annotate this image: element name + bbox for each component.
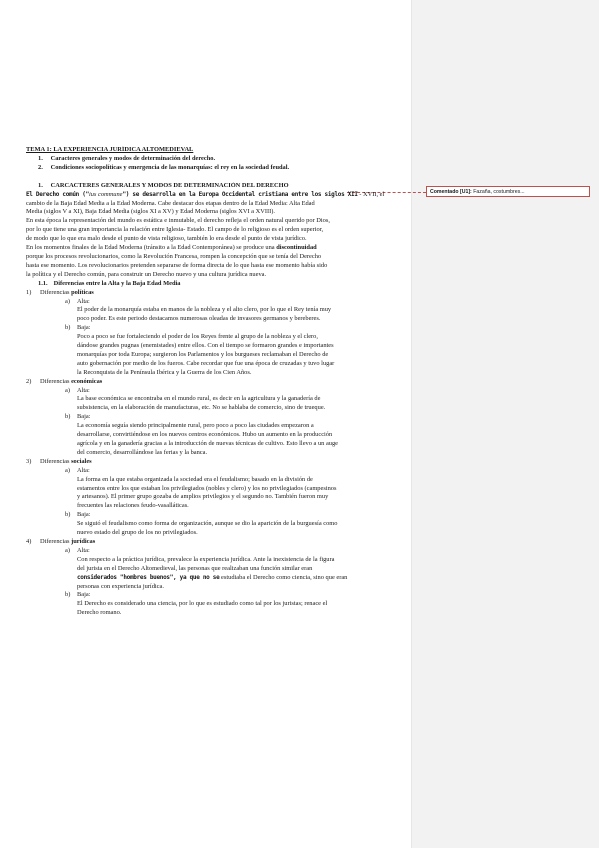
intro-line: la política y el Derecho común, para construir un Derecho nuevo y una cultura jurídica nueva. <box>26 270 267 278</box>
subitem-letter: a) <box>65 386 70 394</box>
section-heading: 1. CARCACTERES GENERALES Y MODOS DE DETERMINACIÓN DEL DERECHO <box>38 181 289 189</box>
difference-subitem-heading <box>26 591 407 600</box>
group-label-bold: económicas <box>71 377 103 385</box>
toc-text: Condiciones sociopolíticas y emergencia de las monarquías: el rey en la sociedad feudal. <box>50 163 290 171</box>
difference-subitem-heading <box>26 387 407 396</box>
paragraph-line: El Derecho es considerado una ciencia, por lo que es estudiado como tal por los juristas; renace el <box>77 600 328 608</box>
subitem-name: Baja: <box>77 511 91 519</box>
difference-subitem-heading <box>26 467 407 476</box>
document-title: TEMA 1: LA EXPERIENCIA JURÍDICA ALTOMEDIEVAL <box>26 146 194 153</box>
document-body <box>26 146 407 618</box>
paragraph-line: del jurista en el Derecho Altomedieval, las personas que realizaban una función similar eran <box>77 564 313 572</box>
intro-line: Media (siglos V a XI), Baja Edad Media (siglos XI a XV) y Edad Moderna (siglos XVI a XVIII). <box>26 208 275 216</box>
paragraph-line: la Reconquista de la Península Ibérica y la Guerra de los Cien Años. <box>77 368 252 376</box>
group-label: Diferencias <box>40 288 72 296</box>
difference-group-heading <box>26 378 407 387</box>
paragraph-line: La forma en la que estaba organizada la sociedad era el feudalismo; basado en la división de <box>77 475 313 483</box>
difference-subitem-heading <box>26 324 407 333</box>
paragraph-line: Poco a poco se fue fortaleciendo el poder de los Reyes frente al grupo de la nobleza y el clero, <box>77 333 318 341</box>
paragraph-line: frecuentes las relaciones feudo-vasalláticas. <box>77 502 189 510</box>
differences-list <box>26 289 407 619</box>
paragraph-line: El poder de la monarquía estaba en manos de la nobleza y el alto clero, por lo que el Rey tenía muy <box>77 306 332 314</box>
paragraph-line: La economía seguía siendo principalmente rural, pero poco a poco las ciudades empezaron a <box>77 422 314 430</box>
paragraph-line: Se siguió el feudalismo como forma de organización, aunque se dio la aparición de la burguesía como <box>77 520 338 528</box>
paragraph-line: agrícola y en la ganadería gracias a la introducción de nuevas técnicas de cultivo. Esto llevo a un auge <box>77 440 339 447</box>
toc-text: Caracteres generales y modos de determinación del derecho. <box>50 154 216 162</box>
paragraph-line: subsistencia, en la elaboración de manufacturas, etc. No se hablaba de comercio, sino de trueque. <box>77 404 326 412</box>
group-label-bold: jurídicas <box>71 537 96 545</box>
intro-line: En esta época la representación del mundo es estática e inmutable, el derecho refleja el orden natural querido por Dios, <box>26 217 330 225</box>
paragraph-line: del comercio, desarrollándose las ferias y la banca. <box>77 448 208 456</box>
subitem-letter: a) <box>65 297 70 305</box>
intro-line: por lo que tiene una gran importancia la relación entre Iglesia- Estado. El campo de lo religioso es el orden superior, <box>26 226 324 234</box>
group-label-bold: sociales <box>71 457 92 465</box>
difference-subitem-heading <box>26 547 407 556</box>
comment-text: Fazaña, costumbres... <box>473 189 525 195</box>
paragraph-line: poco poder. Es este periodo destacamos numerosas oleadas de invasores germanos y bereberes. <box>77 315 321 323</box>
group-label: Diferencias <box>40 457 72 465</box>
paragraph-line: y artesanos). El primer grupo gozaba de amplios privilegios y el segundo no. También fueron muy <box>77 493 329 501</box>
subitem-name: Alta: <box>77 546 90 554</box>
paragraph-line: Con respecto a la práctica jurídica, prevalece la experiencia jurídica. Ante la inexistencia de la figura <box>77 555 335 563</box>
difference-group-heading <box>26 458 407 467</box>
intro-line: hasta ese momento. Los revolucionarios pretenden separarse de forma directa de lo que hasta ese momento había sido <box>26 261 328 269</box>
subitem-name: Baja: <box>77 324 91 332</box>
paragraph-line: Derecho romano. <box>77 609 122 617</box>
subitem-letter: b) <box>65 591 71 599</box>
subitem-letter: b) <box>65 413 71 421</box>
subitem-letter: a) <box>65 466 70 474</box>
comment-margin-panel <box>411 0 599 848</box>
group-number: 4) <box>26 537 32 545</box>
group-label: Diferencias <box>40 377 72 385</box>
comment-balloon[interactable] <box>426 186 590 197</box>
difference-group-heading <box>26 289 407 298</box>
group-number: 1) <box>26 288 32 296</box>
intro-line: de modo que lo que era malo desde el punto de vista religioso, también lo era desde el punto de vista jurídico. <box>26 235 307 243</box>
paragraph-line: auto gobernación por medio de los fueros. Cabe recordar que fue una época de cruzadas y tuvo lugar <box>77 359 335 367</box>
subitem-letter: b) <box>65 324 71 332</box>
subitem-letter: b) <box>65 511 71 519</box>
subitem-name: Alta: <box>77 466 90 474</box>
subitem-letter: a) <box>65 546 70 554</box>
group-label: Diferencias <box>40 537 72 545</box>
paragraph-line: estamentos entre los que estaban los privilegiados (nobles y clero) y los no privilegiados (campesinos <box>77 484 337 492</box>
subitem-name: Baja: <box>77 591 91 599</box>
intro-line: El Derecho común ("ius commune") se desarrolla en la Europa Occidental cristiana entre los siglos XII - XVII, el <box>26 190 385 198</box>
toc-item <box>26 155 407 164</box>
subitem-name: Alta: <box>77 297 90 305</box>
paragraph-line: La base económica se encontraba en el mundo rural, es decir en la agricultura y la ganadería de <box>77 395 321 403</box>
margin-divider <box>411 0 412 848</box>
intro-line: cambio de la Baja Edad Media a la Edad Moderna. Cabe destacar dos etapas dentro de la Edad Media: Alta Edad <box>26 199 315 207</box>
subitem-name: Baja: <box>77 413 91 421</box>
paragraph-line: personas con experiencia jurídica. <box>77 582 164 590</box>
paragraph-line: dándose grandes pugnas (enemistades) entre ellos. Con el tiempo se formaron grandes e importantes <box>77 342 334 350</box>
difference-subitem-heading <box>26 413 407 422</box>
intro-line: porque los procesos revolucionarios, como la Revolución Francesa, rompen la concepción que se tenía del Derecho <box>26 252 322 260</box>
intro-line: En los momentos finales de la Edad Moderna (tránsito a la Edad Contemporánea) se produce una discontinuidad <box>26 244 317 252</box>
paragraph-line: nuevo estado del grupo de los no privilegiados. <box>77 529 198 537</box>
toc-number: 2. <box>38 163 43 171</box>
comment-author: Comentado [U1]: <box>430 189 472 195</box>
paragraph-line: desarrollarse, convirtiéndose en los nuevos centros económicos. Hubo un aumento en la producción <box>77 431 333 439</box>
paragraph-line: considerados "hombres buenos", ya que no se estudiaba el Derecho como ciencia, sino que eran <box>77 573 348 581</box>
toc-item <box>26 164 407 173</box>
group-number: 3) <box>26 457 32 465</box>
difference-subitem-heading <box>26 298 407 307</box>
subsection-heading: 1.1. Diferencias entre la Alta y la Baja Edad Media <box>38 279 181 287</box>
group-label-bold: políticas <box>71 288 94 296</box>
subitem-name: Alta: <box>77 386 90 394</box>
toc-number: 1. <box>38 154 43 162</box>
paragraph-line: monarquías por toda Europa; surgieron los Parlamentos y los burgueses reclamaban el Derecho de <box>77 350 329 358</box>
difference-subitem-heading <box>26 511 407 520</box>
group-number: 2) <box>26 377 32 385</box>
difference-group-heading <box>26 538 407 547</box>
